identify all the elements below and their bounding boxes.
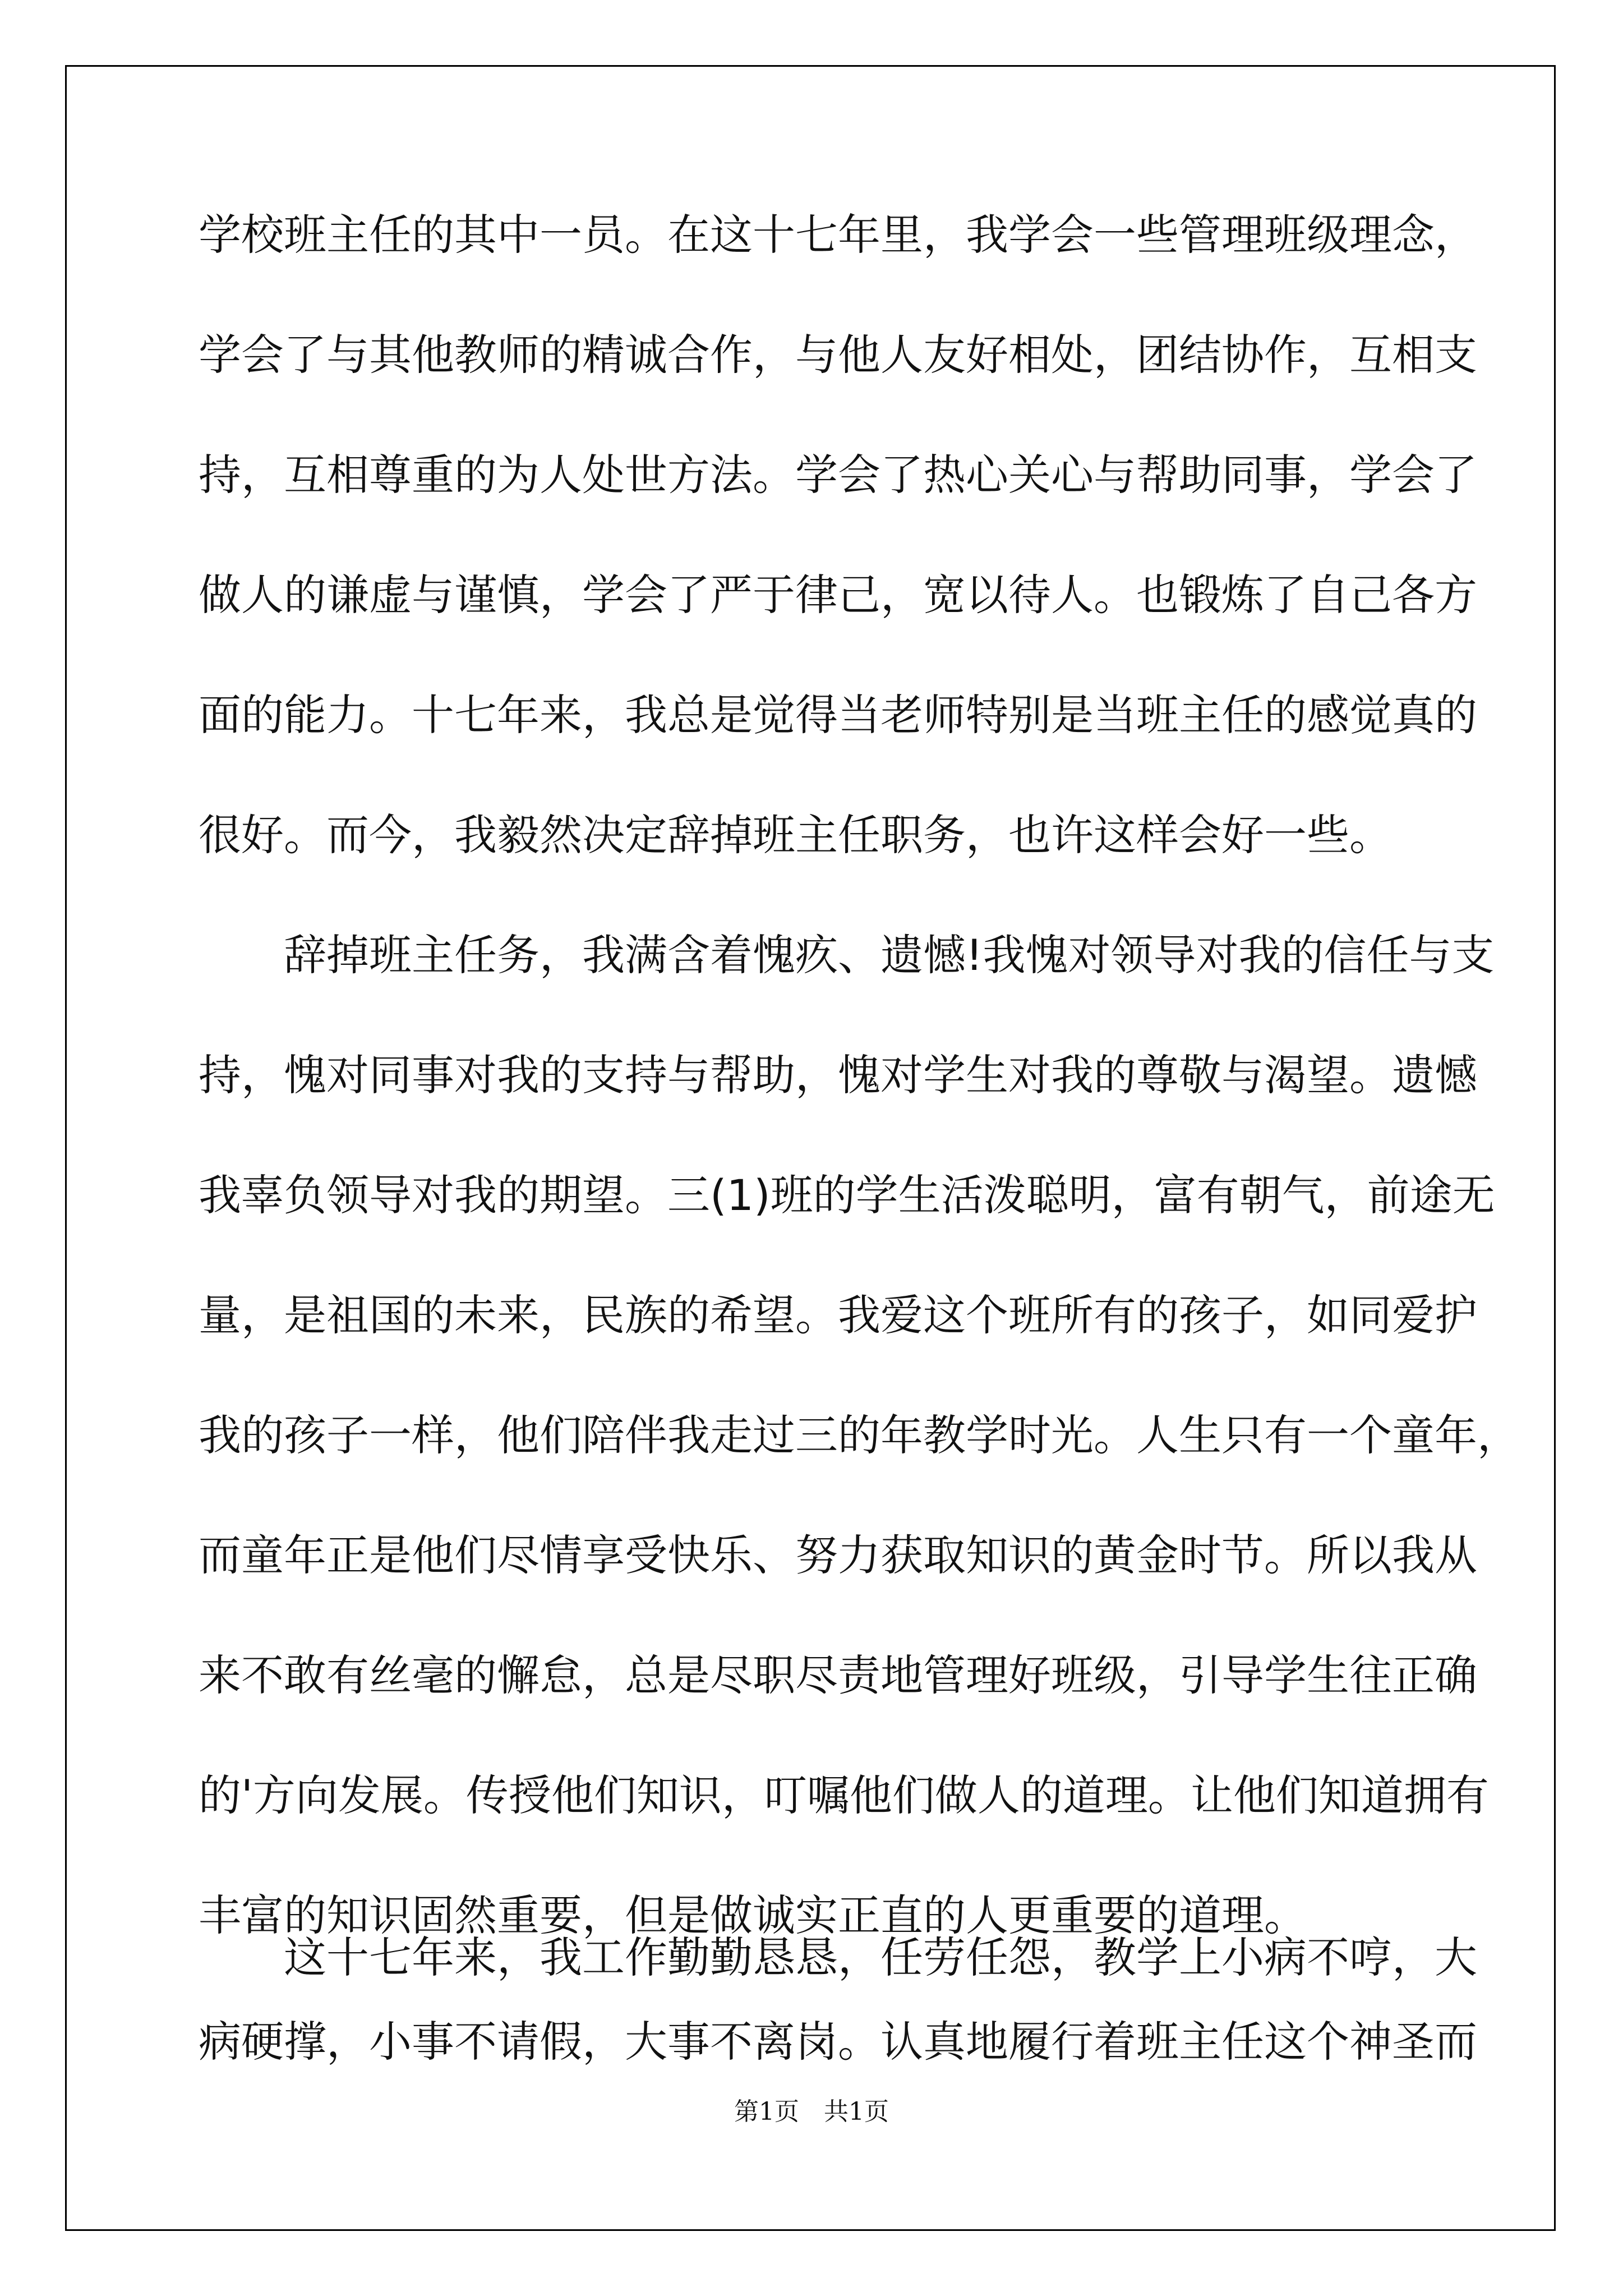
- body-line: 做人的谦虚与谨慎，学会了严于律己，宽以待人。也锻炼了自己各方: [199, 570, 1477, 620]
- paragraph-first-line: 这十七年来，我工作勤勤恳恳，任劳任怨，教学上小病不哼，大: [284, 1932, 1477, 1982]
- body-line: 面的能力。十七年来，我总是觉得当老师特别是当班主任的感觉真的: [199, 690, 1477, 740]
- body-line: 学校班主任的其中一员。在这十七年里，我学会一些管理班级理念，: [199, 210, 1477, 260]
- body-line: 学会了与其他教师的精诚合作，与他人友好相处，团结协作，互相支: [199, 330, 1477, 380]
- body-line: 而童年正是他们尽情享受快乐、努力获取知识的黄金时节。所以我从: [199, 1530, 1477, 1580]
- body-line: 来不敢有丝毫的懈怠，总是尽职尽责地管理好班级，引导学生往正确: [199, 1650, 1477, 1700]
- body-line: 很好。而今，我毅然决定辞掉班主任职务，也许这样会好一些。: [199, 810, 1392, 860]
- body-line: 丰富的知识固然重要，但是做诚实正直的人更重要的道理。: [199, 1890, 1307, 1940]
- body-line: 我的孩子一样，他们陪伴我走过三的年教学时光。人生只有一个童年，: [199, 1410, 1520, 1460]
- paragraph-first-line: 辞掉班主任务，我满含着愧疚、遗憾!我愧对领导对我的信任与支: [284, 930, 1495, 980]
- body-line: 持，互相尊重的为人处世方法。学会了热心关心与帮助同事，学会了: [199, 450, 1477, 500]
- page-footer: [0, 2095, 1623, 2129]
- body-line: 量，是祖国的未来，民族的希望。我爱这个班所有的孩子，如同爱护: [199, 1290, 1477, 1340]
- body-line: 持，愧对同事对我的支持与帮助，愧对学生对我的尊敬与渴望。遗憾: [199, 1050, 1477, 1100]
- page-total: 共1页: [824, 2097, 889, 2126]
- body-line: 病硬撑，小事不请假，大事不离岗。认真地履行着班主任这个神圣而: [199, 2017, 1477, 2067]
- body-line: 我辜负领导对我的期望。三(1)班的学生活泼聪明，富有朝气，前途无: [199, 1170, 1495, 1220]
- page-number: 第1页: [734, 2097, 799, 2126]
- body-line: 的'方向发展。传授他们知识，叮嘱他们做人的道理。让他们知道拥有: [199, 1770, 1489, 1820]
